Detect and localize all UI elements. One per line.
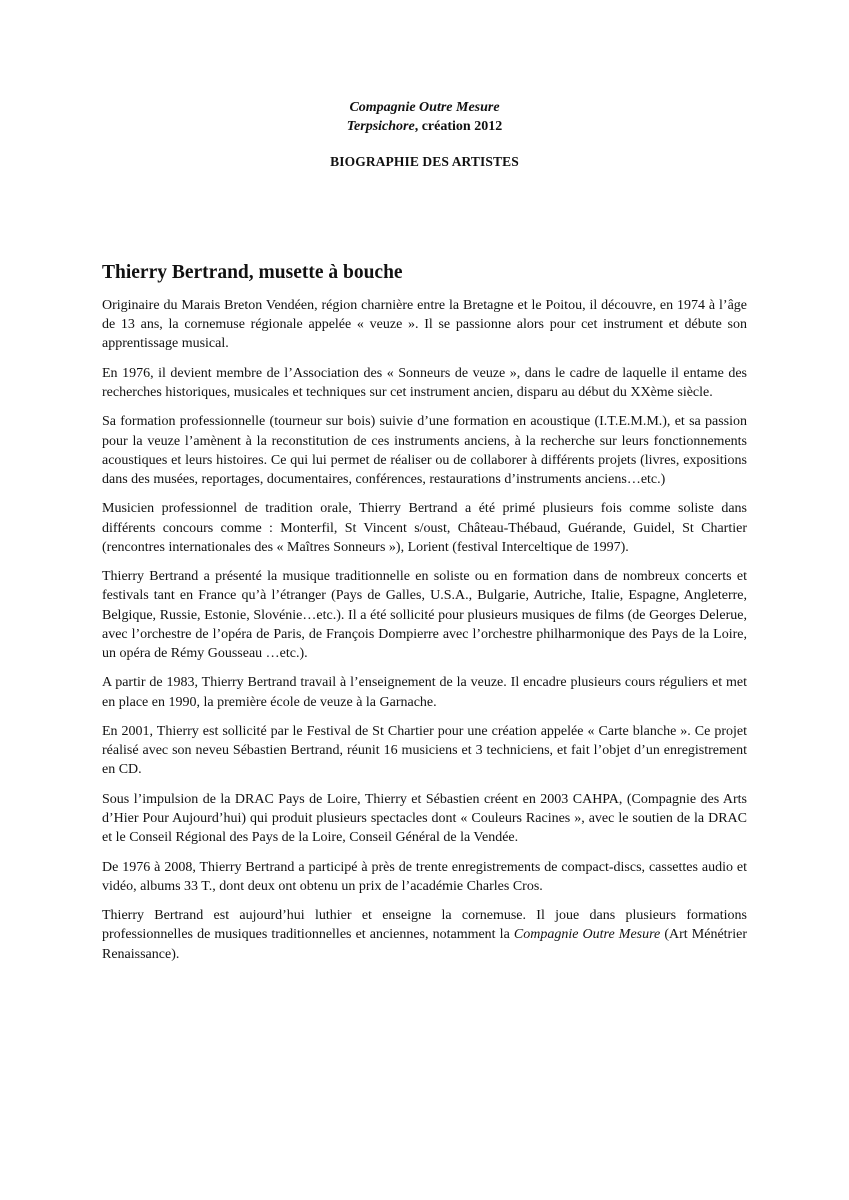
biography-body [102, 260, 747, 974]
paragraph: Musicien professionnel de tradition orale, Thierry Bertrand a été primé plusieurs fois comme soliste dans différents concours comme : Monterfil, St Vincent s/oust, Château-Thébaud, Guérande, Guidel, St Chartier (rencontres internationales des « Maîtres Sonneurs »), Lorient (festival Interceltique de 1997). [102, 501, 747, 555]
paragraph: Originaire du Marais Breton Vendéen, région charnière entre la Bretagne et le Poitou, il découvre, en 1974 à l’âge de 13 ans, la cornemuse régionale appelée « veuze ». Il se passionne alors pour cet instrument et débute son apprentissage musical. [102, 298, 747, 352]
artist-heading: Thierry Bertrand, musette à bouche [102, 262, 403, 283]
paragraph: Thierry Bertrand a présenté la musique traditionnelle en soliste ou en formation dans de nombreux concerts et festivals tant en France qu’à l’étranger (Pays de Galles, U.S.A., Bulgarie, Autriche, Italie, Espagne, Angleterre, Belgique, Russie, Estonie, Slovénie…etc.). Il a été sollicité pour plusieurs musiques de films (de Georges Delerue, avec l’orchestre de l’opéra de Paris, de François Dompierre avec l’orchestre philharmonique des Pays de la Loire, un opéra de Rémy Gousseau …etc.). [102, 569, 747, 661]
company-name-inline: Compagnie Outre Mesure [513, 927, 661, 943]
paragraph-last-end: (Art Ménétrier Renaissance). [102, 927, 747, 962]
paragraph: En 2001, Thierry est sollicité par le Festival de St Chartier pour une création appelée « Carte blanche ». Ce projet réalisé avec son neveu Sébastien Bertrand, réunit 16 musiciens et 3 techniciens, et fait l’objet d’un enregistrement en CD. [102, 723, 747, 778]
creation-line [0, 117, 849, 136]
document-header [0, 98, 849, 136]
paragraph: En 1976, il devient membre de l’Association des « Sonneurs de veuze », dans le cadre de laquelle il entame des recherches historiques, musicales et techniques sur cet instrument ancien, disparu au début du XXème siècle. [102, 365, 747, 400]
company-name: Compagnie Outre Mesure [349, 100, 500, 115]
paragraph: De 1976 à 2008, Thierry Bertrand a participé à près de trente enregistrements de compact-discs, cassettes audio et vidéo, albums 33 T., dont deux ont obtenu un prix de l’académie Charles Cros. [102, 859, 747, 894]
paragraph: Sous l’impulsion de la DRAC Pays de Loire, Thierry et Sébastien créent en 2003 CAHPA, (Compagnie des Arts d’Hier Pour Aujourd’hui) qui produit plusieurs spectacles dont « Couleurs Racines », avec le soutien de la DRAC et le Conseil Régional des Pays de la Loire, Conseil Général de la Vendée. [102, 791, 747, 846]
work-title: Terpsichore [346, 119, 415, 134]
paragraph: Sa formation professionnelle (tourneur sur bois) suivie d’une formation en acoustique (I.T.E.M.M.), et sa passion pour la veuze l’amènent à la reconstitution de ces instruments anciens, à la recherche sur leurs fonctionnements acoustiques et leurs histoires. Ce qui lui permet de réaliser ou de collaborer à différents projets (livres, expositions dans des musées, reportages, documentaires, conférences, restaurations d’instruments anciens…etc.) [102, 414, 747, 487]
paragraph: A partir de 1983, Thierry Bertrand travail à l’enseignement de la veuze. Il encadre plusieurs cours réguliers et met en place en 1990, la première école de veuze à la Garnache. [102, 675, 747, 710]
paragraph-last-text: Thierry Bertrand est aujourd’hui luthier et enseigne la cornemuse. Il joue dans plusieurs formations professionnelles de musiques traditionnelles et anciennes, notamment la [102, 908, 747, 943]
creation-year: , création 2012 [414, 119, 503, 134]
section-title: BIOGRAPHIE DES ARTISTES [330, 154, 519, 169]
paragraph-last [102, 906, 747, 964]
